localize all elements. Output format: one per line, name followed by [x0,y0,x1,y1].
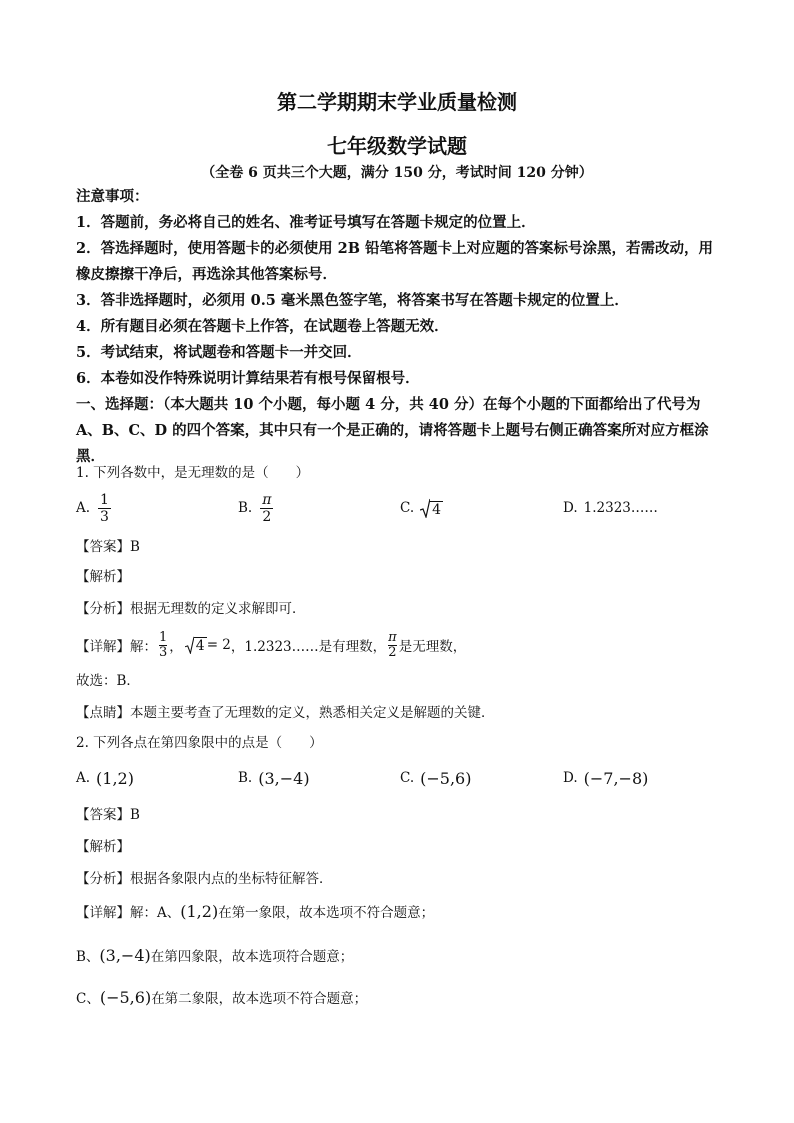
q2-detail-a: 【详解】解：A、 (1,2) 在第一象限，故本选项不符合题意； [76,901,435,921]
q2-options [76,758,726,798]
notice-item: 6．本卷如没作特殊说明计算结果若有根号保留根号． [76,370,420,387]
q1-options [76,488,726,528]
q2-detail-c: C、 (−5,6) 在第二象限，故本选项不符合题意； [76,987,368,1007]
q2-option-c: C. (−5,6) [400,768,472,788]
q2-analysis-tag: 【解析】 [76,839,130,855]
q1-conclusion: 故选：B． [76,673,140,689]
q2-answer: 【答案】B [76,807,140,823]
q1-option-b: B. $\frac{\pi}{2}$ [238,491,272,525]
q1-fenxi: 【分析】根据无理数的定义求解即可． [76,601,306,617]
notice-item: 3．答非选择题时，必须用 0.5 毫米黑色签字笔，将答案书写在答题卡规定的位置上． [76,292,629,309]
q1-dianjing: 【点睛】本题主要考查了无理数的定义，熟悉相关定义是解题的关键． [76,705,495,721]
q2-option-a: A. (1,2) [76,768,134,788]
q2-option-d: D. (−7,−8) [563,768,649,788]
q1-option-c: C. 4 [400,500,442,518]
q2-fenxi: 【分析】根据各象限内点的坐标特征解答． [76,871,333,887]
fraction: $\frac{1}{3}$ [159,629,168,660]
q2-detail-b: B、 (3,−4) 在第四象限，故本选项符合题意； [76,945,354,965]
q1-option-a: A. $\frac{1}{3}$ [76,491,109,525]
exam-title: 第二学期期末学业质量检测 [277,90,517,114]
section-heading: 一、选择题：（本大题共 10 个小题，每小题 4 分，共 40 分）在每个小题的下面都给出了代号为 A、B、C、D 的四个答案，其中只有一个是正确的，请将答题卡上题号右侧正确答案所对应方框涂黑． [76,396,709,465]
notice-section [76,184,726,470]
q1-analysis-tag: 【解析】 [76,569,130,585]
notice-item: 1．答题前，务必将自己的姓名、准考证号填写在答题卡规定的位置上． [76,214,536,231]
sqrt-symbol: 4 [185,636,207,654]
fraction: $\frac{\pi}{2}$ [388,629,397,660]
sqrt-symbol: 4 [420,498,443,518]
q1-detail: 【详解】解： $\frac{1}{3}$ ， 4 = 2 ， 1.2323……是有理数， $\frac{\pi}{2}$ 是无理数， [76,629,467,660]
q1-stem: 1. 下列各数中，是无理数的是（ ） [76,465,310,481]
fraction: $\frac{\pi}{2}$ [262,491,272,525]
q1-option-d: D. 1.2323…… [563,500,658,516]
fraction: $\frac{1}{3}$ [100,491,109,525]
notice-item: 2．答选择题时，使用答题卡的必须使用 2B 铅笔将答题卡上对应题的答案标号涂黑，若需改动，用橡皮擦擦干净后，再选涂其他答案标号． [76,240,714,283]
notice-item: 4．所有题目必须在答题卡上作答，在试题卷上答题无效． [76,318,449,335]
exam-subtitle: 七年级数学试题 [327,134,467,158]
q1-answer: 【答案】B [76,539,140,555]
notice-item: 5．考试结束，将试题卷和答题卡一并交回． [76,344,362,361]
q2-option-b: B. (3,−4) [238,768,310,788]
exam-info: （全卷 6 页共三个大题，满分 150 分，考试时间 120 分钟） [201,165,593,181]
notice-heading: 注意事项： [76,188,149,205]
q2-stem: 2. 下列各点在第四象限中的点是（ ） [76,735,323,751]
